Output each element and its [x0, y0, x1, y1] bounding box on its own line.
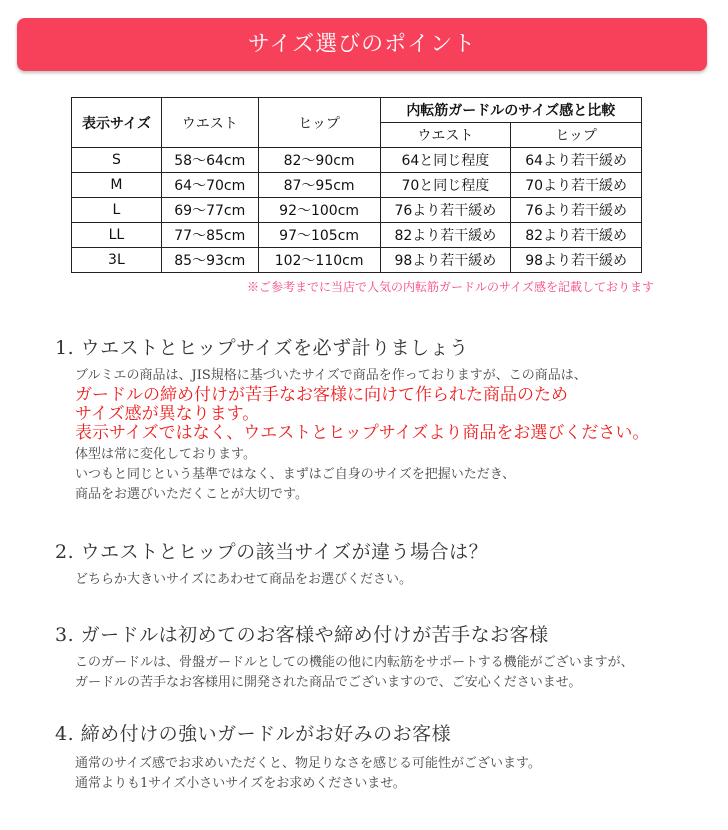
- cell-hip: 102～110cm: [258, 248, 380, 273]
- warning-text: サイズ感が異なります。: [75, 404, 260, 424]
- section-banner: [17, 18, 707, 71]
- section-text: いつもと同じという基準ではなく、まずはご自身のサイズを把握いただき、: [75, 467, 516, 482]
- cell-comp-waist: 82より若干緩め: [380, 223, 511, 248]
- cell-size: 3L: [72, 248, 162, 273]
- table-row: [72, 248, 642, 273]
- cell-waist: 85～93cm: [161, 248, 258, 273]
- section-text: 通常よりも1サイズ小さいサイズをお求めくださいませ。: [75, 776, 406, 791]
- cell-size: S: [72, 148, 162, 173]
- section-strong-fit: [55, 719, 695, 794]
- section-heading: 3. ガードルは初めてのお客様や締め付けが苦手なお客様: [55, 624, 549, 646]
- cell-hip: 97～105cm: [258, 223, 380, 248]
- cell-comp-hip: 76より若干緩め: [511, 198, 642, 223]
- section-text: 商品をお選びいただくことが大切です。: [75, 487, 308, 502]
- cell-hip: 82～90cm: [258, 148, 380, 173]
- section-text: このガードルは、骨盤ガードルとしての機能の他に内転筋をサポートする機能がございますが、: [75, 655, 634, 670]
- cell-waist: 77～85cm: [161, 223, 258, 248]
- table-row: [72, 173, 642, 198]
- cell-comp-hip: 64より若干緩め: [511, 148, 642, 173]
- banner-title: サイズ選びのポイント: [247, 32, 477, 57]
- header-size: 表示サイズ: [72, 98, 162, 148]
- table-header-row: [72, 98, 642, 123]
- cell-comp-waist: 76より若干緩め: [380, 198, 511, 223]
- section-different-size: [55, 537, 695, 590]
- cell-comp-waist: 64と同じ程度: [380, 148, 511, 173]
- section-text: ガードルの苦手なお客様用に開発された商品でございますので、ご安心くださいませ。: [75, 675, 582, 690]
- cell-size: L: [72, 198, 162, 223]
- section-heading: 2. ウエストとヒップの該当サイズが違う場合は？: [55, 541, 489, 563]
- cell-comp-waist: 70と同じ程度: [380, 173, 511, 198]
- table-row: [72, 198, 642, 223]
- cell-size: LL: [72, 223, 162, 248]
- size-chart-table: [71, 97, 642, 273]
- section-text: ブルミエの商品は、JIS規格に基づいたサイズで商品を作っておりますが、この商品は、: [75, 368, 587, 383]
- header-comparison: 内転筋ガードルのサイズ感と比較: [380, 98, 641, 123]
- cell-comp-hip: 70より若干緩め: [511, 173, 642, 198]
- header-waist: ウエスト: [161, 98, 258, 148]
- cell-waist: 58～64cm: [161, 148, 258, 173]
- table-row: [72, 223, 642, 248]
- header-hip: ヒップ: [258, 98, 380, 148]
- section-heading: 1. ウエストとヒップサイズを必ず計りましょう: [55, 337, 469, 359]
- header-comp-waist: ウエスト: [380, 123, 511, 148]
- section-first-time: [55, 620, 695, 693]
- cell-comp-waist: 98より若干緩め: [380, 248, 511, 273]
- cell-waist: 69～77cm: [161, 198, 258, 223]
- cell-hip: 92～100cm: [258, 198, 380, 223]
- table-row: [72, 148, 642, 173]
- warning-text: ガードルの締め付けが苦手なお客様に向けて作られた商品のため: [75, 385, 568, 405]
- section-text: 通常のサイズ感でお求めいただくと、物足りなさを感じる可能性がございます。: [75, 756, 541, 771]
- cell-comp-hip: 82より若干緩め: [511, 223, 642, 248]
- cell-comp-hip: 98より若干緩め: [511, 248, 642, 273]
- section-text: 体型は常に変化しております。: [75, 447, 256, 462]
- cell-hip: 87～95cm: [258, 173, 380, 198]
- section-heading: 4. 締め付けの強いガードルがお好みのお客様: [55, 723, 452, 745]
- section-measure: [55, 333, 695, 505]
- header-comp-hip: ヒップ: [511, 123, 642, 148]
- cell-size: M: [72, 173, 162, 198]
- warning-text: 表示サイズではなく、ウエストとヒップサイズより商品をお選びください。: [75, 423, 650, 443]
- section-text: どちらか大きいサイズにあわせて商品をお選びください。: [75, 572, 412, 587]
- table-note: ※ご参考までに当店で人気の内転筋ガードルのサイズ感を記載しております: [246, 280, 654, 294]
- cell-waist: 64～70cm: [161, 173, 258, 198]
